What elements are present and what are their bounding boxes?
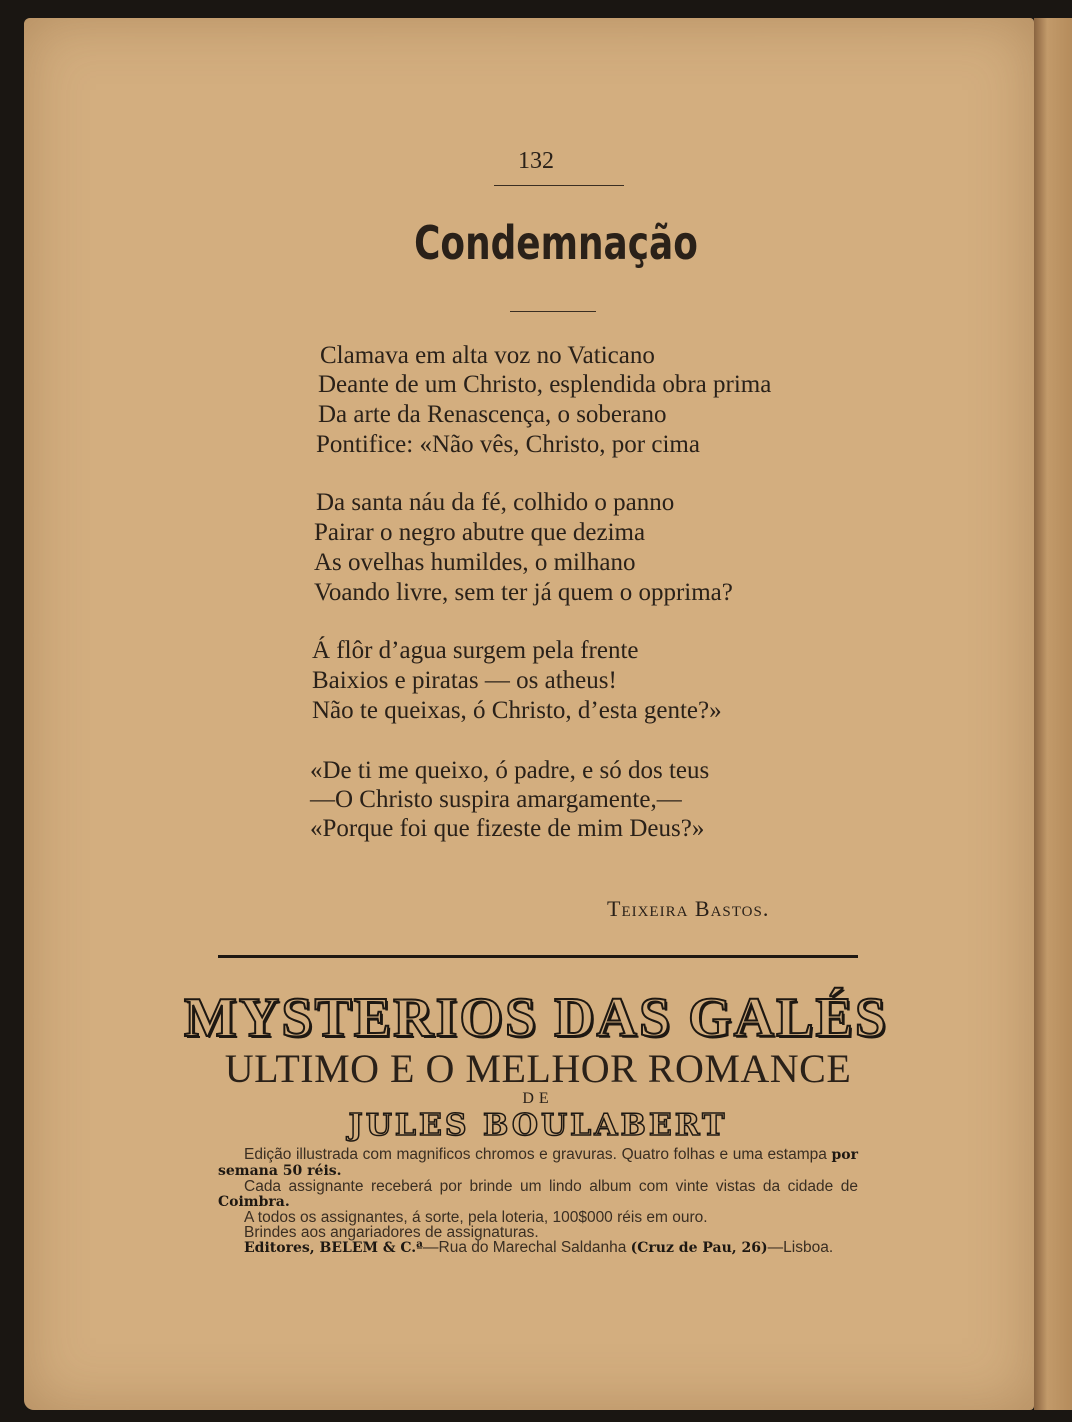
advert-text: Brindes aos angariadores de assignaturas. <box>244 1224 539 1241</box>
poem-title: Condemnação <box>414 216 698 270</box>
poem-line: Da santa náu da fé, colhido o panno <box>316 489 675 516</box>
poem-line: Não te queixas, ó Christo, d’esta gente?» <box>312 697 722 724</box>
poem-author: Teixeira Bastos. <box>607 896 770 921</box>
advert-subtitle: ULTIMO E O MELHOR ROMANCE <box>224 1046 852 1091</box>
advert-text: —Rua do Marechal Saldanha <box>423 1239 631 1256</box>
poem-line: As ovelhas humildes, o milhano <box>314 549 636 576</box>
advert-text: A todos os assignantes, á sorte, pela loteria, 100$000 réis em ouro. <box>244 1209 708 1226</box>
page-number: 132 <box>518 148 554 174</box>
poem-line: Á flôr d’agua surgem pela frente <box>312 637 639 664</box>
advert-text: Cada assignante receberá por brinde um lindo album com vinte vistas da cidade de <box>244 1178 858 1195</box>
poem-line: Pairar o negro abutre que dezima <box>314 519 646 546</box>
poem-line: Deante de um Christo, esplendida obra prima <box>318 371 772 398</box>
advert-price: por semana 50 réis. <box>218 1147 858 1179</box>
advert-text: —Lisboa. <box>767 1239 834 1256</box>
poem-line: «De ti me queixo, ó padre, e só dos teus <box>310 757 710 784</box>
poem-line: —O Christo suspira amargamente,— <box>310 786 682 813</box>
advert-paragraph <box>218 1210 858 1225</box>
poem-line: Voando livre, sem ter já quem o opprima? <box>314 579 733 606</box>
section-divider <box>218 955 858 958</box>
advert-paragraph <box>218 1147 858 1179</box>
poem-line: Pontifice: «Não vês, Christo, por cima <box>316 431 700 458</box>
advert-paragraph <box>218 1240 858 1256</box>
advert-city: Coimbra. <box>218 1194 290 1210</box>
adjacent-page-edge <box>1034 18 1072 1410</box>
poem-line: Da arte da Renascença, o soberano <box>318 401 667 428</box>
advert-paragraph <box>218 1179 858 1210</box>
advert-author: JULES BOULABERT <box>348 1108 728 1143</box>
advert-paragraph <box>218 1225 858 1240</box>
header-rule <box>494 185 624 186</box>
advert-de: DE <box>522 1090 554 1107</box>
advert-body <box>218 1147 858 1256</box>
advert-publisher: Editores, BELEM & C.ª <box>244 1240 423 1256</box>
title-rule <box>510 311 596 312</box>
advert-text: Edição illustrada com magnificos chromos e gravuras. Quatro folhas e uma estampa <box>244 1146 832 1163</box>
advert-address: (Cruz de Pau, 26) <box>630 1240 768 1256</box>
poem-line: Clamava em alta voz no Vaticano <box>320 342 655 369</box>
poem-line: «Porque foi que fizeste de mim Deus?» <box>310 815 705 842</box>
advert-title: MYSTERIOS DAS GALÉS <box>184 987 888 1049</box>
poem-line: Baixios e piratas — os atheus! <box>312 667 617 694</box>
